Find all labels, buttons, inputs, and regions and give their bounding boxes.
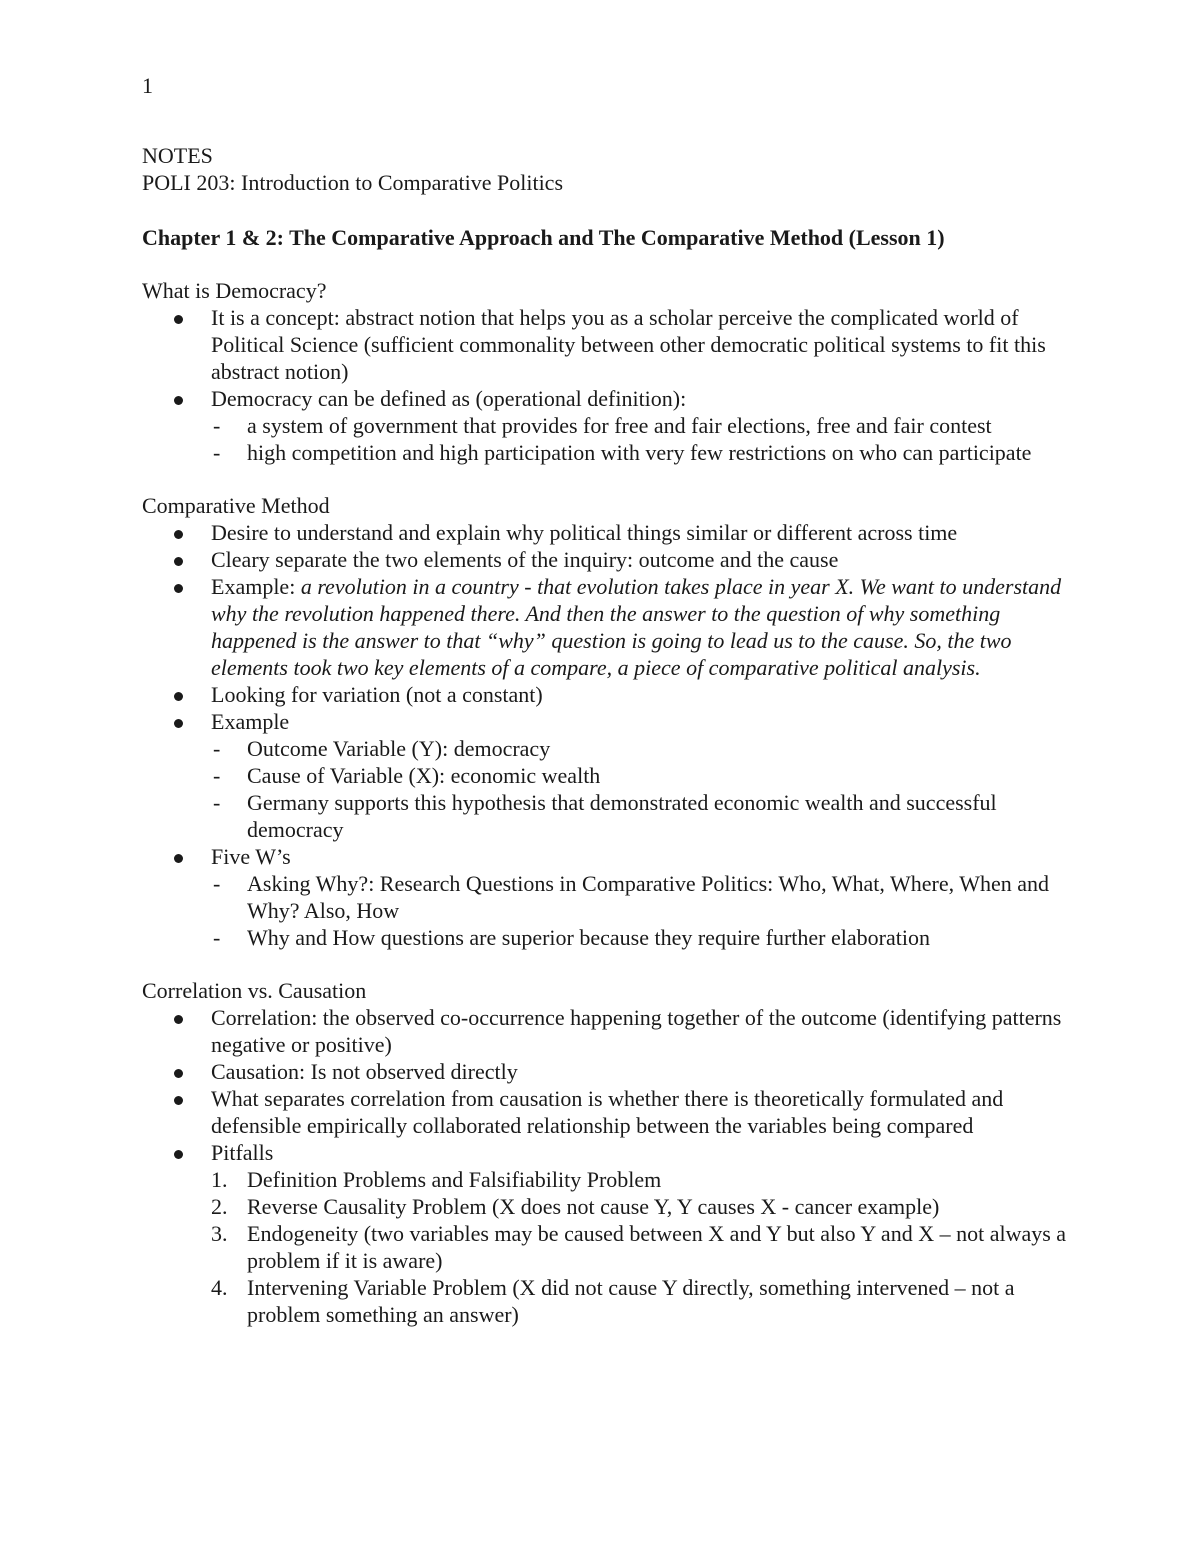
bullet-icon (174, 1069, 183, 1078)
section-democracy (142, 277, 1072, 466)
bullet-icon (174, 530, 183, 539)
section-method (142, 492, 1072, 951)
list-item-text: Cause of Variable (X): economic wealth (247, 763, 601, 788)
list-item (142, 304, 1072, 385)
five-ws-dash-list (211, 870, 1072, 951)
dash-icon: - (213, 440, 221, 465)
dash-icon: - (213, 413, 221, 438)
democracy-dash-list (211, 412, 1072, 466)
list-item-text: Germany supports this hypothesis that demonstrated economic wealth and successful democracy (247, 790, 997, 842)
list-item-text: Causation: Is not observed directly (211, 1059, 518, 1084)
list-item-text: Desire to understand and explain why political things similar or different across time (211, 520, 958, 545)
list-item-text: What separates correlation from causation is whether there is theoretically formulated and defensible empirically collaborated relationship between the variables being compared (211, 1086, 1004, 1138)
bullet-icon (174, 557, 183, 566)
list-item (211, 735, 1072, 762)
list-item-text: Pitfalls (211, 1140, 274, 1165)
bullet-icon (174, 1096, 183, 1105)
chapter-title: Chapter 1 & 2: The Comparative Approach and The Comparative Method (Lesson 1) (142, 225, 945, 250)
list-item-text: Asking Why?: Research Questions in Comparative Politics: Who, What, Where, When and Why? Also, How (247, 871, 1050, 923)
list-item (142, 1004, 1072, 1058)
list-item (211, 1166, 1072, 1193)
section-heading-democracy: What is Democracy? (142, 278, 327, 303)
bullet-icon (174, 719, 183, 728)
list-item-text: Five W’s (211, 844, 291, 869)
list-number: 3. (211, 1221, 228, 1246)
list-item (142, 843, 1072, 951)
list-item (142, 1058, 1072, 1085)
list-item-text: Looking for variation (not a constant) (211, 682, 543, 707)
document-body (142, 142, 1072, 1328)
example-text: a revolution in a country - that evolution takes place in year X. We want to understand why the revolution happened there. And then the answer to the question of why something happened is the answer to that “why” question is going to lead us to the cause. So, the two elements took two key elements of a compare, a piece of comparative political analysis. (211, 574, 1062, 680)
list-item-text: Outcome Variable (Y): democracy (247, 736, 551, 761)
list-item-text: Intervening Variable Problem (X did not cause Y directly, something intervened – not a problem something an answer) (247, 1275, 1015, 1327)
dash-icon: - (213, 871, 221, 896)
list-item (142, 573, 1072, 681)
list-item (142, 1085, 1072, 1139)
bullet-icon (174, 584, 183, 593)
list-item-text: Definition Problems and Falsifiability Problem (247, 1167, 662, 1192)
list-item (211, 789, 1072, 843)
list-item (142, 546, 1072, 573)
list-item (142, 385, 1072, 466)
list-item (211, 1274, 1072, 1328)
list-number: 2. (211, 1194, 228, 1219)
section-correlation (142, 977, 1072, 1328)
dash-icon: - (213, 925, 221, 950)
dash-icon: - (213, 736, 221, 761)
list-number: 4. (211, 1275, 228, 1300)
list-item (142, 681, 1072, 708)
list-item-text: Example (211, 709, 290, 734)
course-title: POLI 203: Introduction to Comparative Politics (142, 170, 564, 195)
bullet-icon (174, 1150, 183, 1159)
method-bullet-list (142, 519, 1072, 951)
list-item-text: It is a concept: abstract notion that helps you as a scholar perceive the complicated world of Political Science (sufficient commonality between other democratic political systems to fit this abstract notion) (211, 305, 1046, 384)
list-item (142, 1139, 1072, 1328)
dash-icon: - (213, 790, 221, 815)
section-heading-method: Comparative Method (142, 493, 330, 518)
list-item (211, 762, 1072, 789)
bullet-icon (174, 1015, 183, 1024)
section-heading-correlation: Correlation vs. Causation (142, 978, 367, 1003)
list-item (142, 708, 1072, 843)
list-item-text: Endogeneity (two variables may be caused between X and Y but also Y and X – not always a problem if it is aware) (247, 1221, 1067, 1273)
bullet-icon (174, 692, 183, 701)
correlation-bullet-list (142, 1004, 1072, 1328)
list-item (142, 519, 1072, 546)
list-item (211, 1193, 1072, 1220)
list-item (211, 924, 1072, 951)
list-item (211, 870, 1072, 924)
list-item (211, 1220, 1072, 1274)
list-item (211, 412, 1072, 439)
example-prefix: Example: (211, 574, 301, 599)
bullet-icon (174, 854, 183, 863)
notes-label: NOTES (142, 143, 213, 168)
list-item-text: Cleary separate the two elements of the inquiry: outcome and the cause (211, 547, 839, 572)
list-item (211, 439, 1072, 466)
page-number: 1 (142, 73, 153, 98)
list-item-text: Democracy can be defined as (operational definition): (211, 386, 687, 411)
list-item-text: Why and How questions are superior because they require further elaboration (247, 925, 930, 950)
dash-icon: - (213, 763, 221, 788)
democracy-bullet-list (142, 304, 1072, 466)
list-item-text: high competition and high participation with very few restrictions on who can participate (247, 440, 1032, 465)
example-dash-list (211, 735, 1072, 843)
list-item-text: Correlation: the observed co-occurrence happening together of the outcome (identifying patterns negative or positive) (211, 1005, 1062, 1057)
list-item-text: a system of government that provides for free and fair elections, free and fair contest (247, 413, 992, 438)
pitfalls-list (211, 1166, 1072, 1328)
list-number: 1. (211, 1167, 228, 1192)
bullet-icon (174, 396, 183, 405)
bullet-icon (174, 315, 183, 324)
list-item-text: Reverse Causality Problem (X does not cause Y, Y causes X - cancer example) (247, 1194, 940, 1219)
